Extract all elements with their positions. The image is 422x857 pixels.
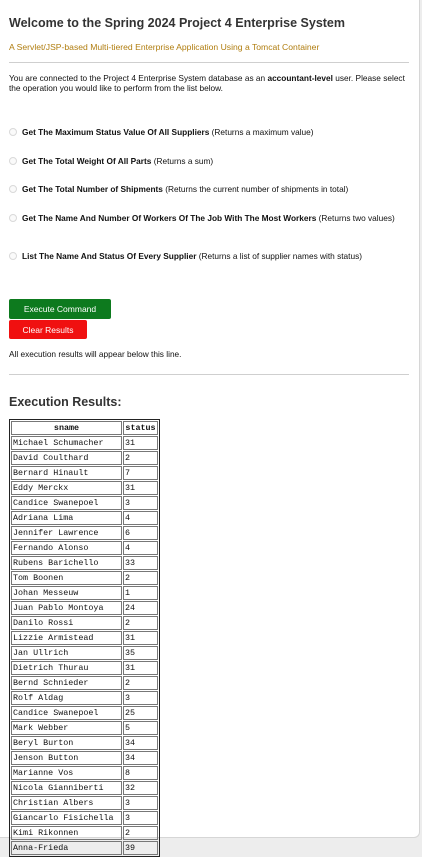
option-note: (Returns a sum)	[151, 156, 214, 166]
table-row	[11, 676, 158, 690]
radio-most-workers[interactable]	[9, 214, 17, 222]
supplier-name-cell: Jennifer Lawrence	[11, 526, 122, 540]
page-title: Welcome to the Spring 2024 Project 4 Enterprise System	[9, 16, 345, 30]
table-row	[11, 481, 158, 495]
table-row	[11, 811, 158, 825]
supplier-name-cell: Christian Albers	[11, 796, 122, 810]
supplier-name-cell: Fernando Alonso	[11, 541, 122, 555]
table-row	[11, 631, 158, 645]
radio-total-weight[interactable]	[9, 157, 17, 165]
supplier-name-cell: Michael Schumacher	[11, 436, 122, 450]
supplier-name-cell: Candice Swanepoel	[11, 496, 122, 510]
supplier-name-cell: Giancarlo Fisichella	[11, 811, 122, 825]
supplier-name-cell: Juan Pablo Montoya	[11, 601, 122, 615]
supplier-name-cell: Rolf Aldag	[11, 691, 122, 705]
option-total-shipments[interactable]	[9, 184, 409, 195]
supplier-status-cell: 24	[123, 601, 158, 615]
table-row	[11, 511, 158, 525]
supplier-status-cell: 3	[123, 811, 158, 825]
supplier-status-cell: 2	[123, 571, 158, 585]
intro-text	[9, 73, 411, 93]
supplier-status-cell: 35	[123, 646, 158, 660]
supplier-status-cell: 2	[123, 451, 158, 465]
results-note: All execution results will appear below this line.	[9, 349, 182, 359]
table-row	[11, 466, 158, 480]
supplier-status-cell: 32	[123, 781, 158, 795]
option-note: (Returns a list of supplier names with status)	[196, 251, 362, 261]
supplier-status-cell: 8	[123, 766, 158, 780]
table-row	[11, 736, 158, 750]
results-table-body	[11, 436, 158, 855]
table-row	[11, 661, 158, 675]
option-list-suppliers[interactable]	[9, 251, 409, 262]
supplier-name-cell: Lizzie Armistead	[11, 631, 122, 645]
table-row	[11, 826, 158, 840]
supplier-name-cell: Mark Webber	[11, 721, 122, 735]
results-heading: Execution Results:	[9, 395, 122, 409]
table-header-row	[11, 421, 158, 435]
table-row	[11, 691, 158, 705]
table-row	[11, 766, 158, 780]
option-note: (Returns two values)	[316, 213, 395, 223]
supplier-status-cell: 3	[123, 691, 158, 705]
supplier-name-cell: Adriana Lima	[11, 511, 122, 525]
supplier-status-cell: 1	[123, 586, 158, 600]
supplier-status-cell: 3	[123, 796, 158, 810]
table-row	[11, 556, 158, 570]
table-row	[11, 796, 158, 810]
supplier-status-cell: 4	[123, 541, 158, 555]
supplier-status-cell: 33	[123, 556, 158, 570]
supplier-name-cell: Anna-Frieda	[11, 841, 122, 855]
table-row	[11, 451, 158, 465]
supplier-status-cell: 31	[123, 481, 158, 495]
supplier-status-cell: 34	[123, 736, 158, 750]
supplier-name-cell: Dietrich Thurau	[11, 661, 122, 675]
supplier-status-cell: 25	[123, 706, 158, 720]
supplier-status-cell: 39	[123, 841, 158, 855]
option-most-workers[interactable]	[9, 213, 409, 224]
option-note: (Returns the current number of shipments in total)	[162, 184, 349, 194]
radio-total-shipments[interactable]	[9, 185, 17, 193]
option-label: Get The Name And Number Of Workers Of The Job With The Most Workers	[22, 213, 317, 223]
supplier-name-cell: Rubens Barichello	[11, 556, 122, 570]
top-divider	[9, 62, 409, 63]
supplier-name-cell: Nicola Gianniberti	[11, 781, 122, 795]
table-row	[11, 586, 158, 600]
table-row	[11, 841, 158, 855]
results-divider	[9, 374, 409, 375]
page-subtitle: A Servlet/JSP-based Multi-tiered Enterprise Application Using a Tomcat Container	[9, 42, 320, 52]
supplier-name-cell: Johan Messeuw	[11, 586, 122, 600]
option-label: Get The Total Number of Shipments	[22, 184, 163, 194]
option-label: Get The Total Weight Of All Parts	[22, 156, 152, 166]
clear-results-button[interactable]: Clear Results	[9, 320, 87, 339]
supplier-name-cell: Beryl Burton	[11, 736, 122, 750]
table-row	[11, 721, 158, 735]
table-row	[11, 781, 158, 795]
table-row	[11, 751, 158, 765]
supplier-name-cell: Tom Boonen	[11, 571, 122, 585]
supplier-status-cell: 7	[123, 466, 158, 480]
supplier-name-cell: Kimi Rikonnen	[11, 826, 122, 840]
supplier-status-cell: 31	[123, 436, 158, 450]
supplier-name-cell: David Coulthard	[11, 451, 122, 465]
supplier-name-cell: Bernd Schnieder	[11, 676, 122, 690]
option-label: Get The Maximum Status Value Of All Suppliers	[22, 127, 210, 137]
table-row	[11, 571, 158, 585]
table-row	[11, 706, 158, 720]
option-note: (Returns a maximum value)	[209, 127, 314, 137]
supplier-name-cell: Bernard Hinault	[11, 466, 122, 480]
option-label: List The Name And Status Of Every Supplier	[22, 251, 197, 261]
radio-list-suppliers[interactable]	[9, 252, 17, 260]
supplier-status-cell: 2	[123, 826, 158, 840]
table-row	[11, 526, 158, 540]
supplier-status-cell: 5	[123, 721, 158, 735]
table-row	[11, 541, 158, 555]
option-max-status[interactable]	[9, 127, 409, 138]
supplier-status-cell: 31	[123, 661, 158, 675]
radio-max-status[interactable]	[9, 128, 17, 136]
supplier-name-cell: Jan Ullrich	[11, 646, 122, 660]
user-role: accountant-level	[267, 73, 333, 83]
table-row	[11, 646, 158, 660]
supplier-status-cell: 2	[123, 616, 158, 630]
supplier-status-cell: 4	[123, 511, 158, 525]
supplier-status-cell: 31	[123, 631, 158, 645]
table-row	[11, 601, 158, 615]
intro-suffix: user. Please select the operation you would like to perform from the list below.	[9, 73, 405, 93]
option-total-weight[interactable]	[9, 156, 409, 167]
execute-command-button[interactable]: Execute Command	[9, 299, 111, 319]
supplier-name-cell: Marianne Vos	[11, 766, 122, 780]
supplier-name-cell: Eddy Merckx	[11, 481, 122, 495]
supplier-status-cell: 34	[123, 751, 158, 765]
results-table	[9, 419, 160, 857]
supplier-status-cell: 3	[123, 496, 158, 510]
supplier-name-cell: Candice Swanepoel	[11, 706, 122, 720]
supplier-name-cell: Danilo Rossi	[11, 616, 122, 630]
supplier-status-cell: 6	[123, 526, 158, 540]
column-header-status: status	[123, 421, 158, 435]
supplier-status-cell: 2	[123, 676, 158, 690]
column-header-sname: sname	[11, 421, 122, 435]
intro-prefix: You are connected to the Project 4 Enterprise System database as an	[9, 73, 268, 83]
table-row	[11, 616, 158, 630]
supplier-name-cell: Jenson Button	[11, 751, 122, 765]
table-row	[11, 496, 158, 510]
table-row	[11, 436, 158, 450]
